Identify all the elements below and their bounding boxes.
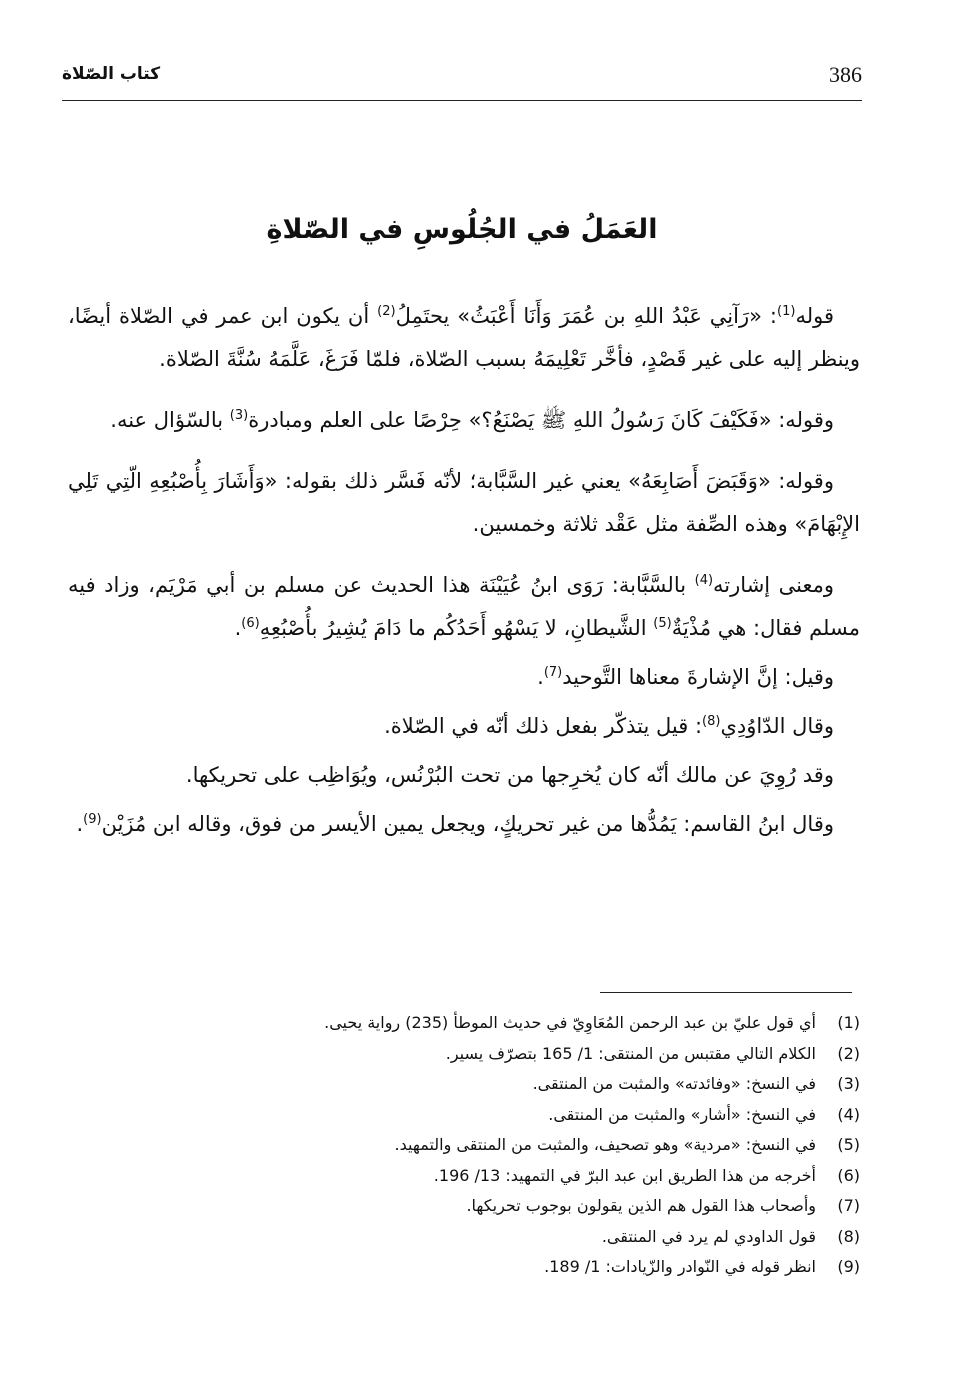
footnote-9 — [200, 1252, 860, 1283]
footnote-number: (2) — [837, 1043, 860, 1063]
page-number: 386 — [829, 62, 862, 87]
footnote-text: في النسخ: «أشار» والمثبت من المنتقى. — [548, 1104, 816, 1124]
footnote-ref-7: (7) — [543, 665, 563, 680]
section-title: العَمَلُ في الجُلُوسِ في الصّلاةِ — [266, 214, 658, 245]
footnote-text: أخرجه من هذا الطريق ابن عبد البرّ في التمهيد: 13/ 196. — [433, 1165, 816, 1185]
footnote-text: في النسخ: «مردية» وهو تصحيف، والمثبت من المنتقى والتمهيد. — [394, 1135, 816, 1154]
footnote-ref-5: (5) — [653, 616, 672, 631]
paragraph-6: وقال الدّاوُدِي$^{(8)}$: قيل يتذكّر بفعل ذلك أنّه في الصّلاة. — [384, 714, 834, 738]
paragraph-4: ومعنى إشارته$^{(4)}$ بالسَّبَّابة: رَوَى ابنُ عُيَيْنَة هذا الحديث عن مسلم بن أبي مَرْيَم، وزاد فيه مسلم فقال: هي مُذْيَةٌ$^{(5)}$ الشَّيطانِ، لا يَسْهُو أَحَدُكُم ما دَامَ يُشِيرُ بأُصْبُعِهِ$^{(6)}$. — [68, 573, 860, 640]
footnote-number: (3) — [837, 1074, 860, 1093]
footnote-3 — [200, 1069, 860, 1100]
body-text — [68, 295, 860, 852]
footnote-number: (9) — [837, 1257, 860, 1276]
footnote-text: قول الداودي لم يرد في المنتقى. — [601, 1226, 816, 1246]
footnote-separator — [600, 992, 852, 993]
header-rule — [62, 100, 862, 101]
page-header — [62, 62, 862, 96]
running-title: كتاب الصّلاة — [62, 64, 161, 84]
footnote-2 — [200, 1039, 860, 1070]
footnote-number: (5) — [837, 1135, 860, 1154]
footnote-ref-4: (4) — [694, 573, 714, 588]
footnote-text: وأصحاب هذا القول هم الذين يقولون بوجوب تحريكها. — [466, 1196, 816, 1215]
footnote-4 — [200, 1100, 860, 1131]
footnote-8 — [200, 1222, 860, 1253]
paragraph-8: وقال ابنُ القاسم: يَمُدُّها من غير تحريكٍ، ويجعل يمين الأيسر من فوق، وقاله ابن مُزَيْن$^{(9)}$. — [76, 812, 834, 836]
footnote-number: (6) — [837, 1165, 860, 1185]
paragraph-2: وقوله: «فَكَيْفَ كَانَ رَسُولُ اللهِ ﷺ يَصْنَعُ؟» حِرْصًا على العلم ومبادرة$^{(3)}$ بالسّؤال عنه. — [110, 408, 834, 432]
footnote-number: (1) — [837, 1013, 860, 1032]
footnote-text: أي قول عليّ بن عبد الرحمن المُعَاوِيّ في حديث الموطأ (235) رواية يحيى. — [324, 1013, 816, 1032]
footnote-number: (7) — [837, 1196, 860, 1215]
footnote-5 — [200, 1130, 860, 1161]
footnote-7 — [200, 1191, 860, 1222]
footnote-ref-2: (2) — [377, 304, 396, 319]
footnote-text: الكلام التالي مقتبس من المنتقى: 1/ 165 بتصرّف يسير. — [445, 1043, 816, 1063]
paragraph-7: وقد رُوِيَ عن مالك أنّه كان يُخرِجها من تحت البُرْنُس، ويُوَاظِب على تحريكها. — [185, 763, 834, 787]
footnote-6 — [200, 1161, 860, 1192]
footnotes — [200, 1008, 860, 1283]
footnote-number: (8) — [837, 1226, 860, 1246]
footnote-ref-8: (8) — [702, 714, 721, 729]
footnote-1 — [200, 1008, 860, 1039]
paragraph-1: قوله$^{(1)}$: «رَآنِي عَبْدُ اللهِ بن عُمَرَ وَأَنَا أَعْبَثُ» يحتَمِلُ$^{(2)}$ أن يكون ابن عمر في الصّلاة أيضًا، وينظر إليه على غير قَصْدٍ، فأخَّر تَعْلِيمَهُ بسبب الصّلاة، فلمّا فَرَغَ، عَلَّمَهُ سُنَّةَ الصّلاة. — [68, 304, 860, 371]
footnote-text: في النسخ: «وفائدته» والمثبت من المنتقى. — [532, 1074, 816, 1093]
footnote-ref-6: (6) — [241, 616, 260, 631]
paragraph-5: وقيل: إنَّ الإشارةَ معناها التَّوحيد$^{(7)}$. — [537, 665, 834, 689]
footnote-ref-1: (1) — [777, 304, 796, 319]
footnote-text: انظر قوله في النّوادر والزّيادات: 1/ 189. — [544, 1257, 816, 1276]
paragraph-3: وقوله: «وَقَبَضَ أَصَابِعَهُ» يعني غير السَّبَّابة؛ لأنّه فَسَّر ذلك بقوله: «وَأَشَارَ بِأُصْبُعِهِ الّتِي تَلِي الإِبْهَامَ» وهذه الصِّفة مثل عَقْد ثلاثة وخمسين. — [68, 469, 860, 536]
footnote-number: (4) — [837, 1104, 860, 1124]
footnote-ref-9: (9) — [83, 812, 102, 827]
footnote-ref-3: (3) — [229, 408, 249, 423]
